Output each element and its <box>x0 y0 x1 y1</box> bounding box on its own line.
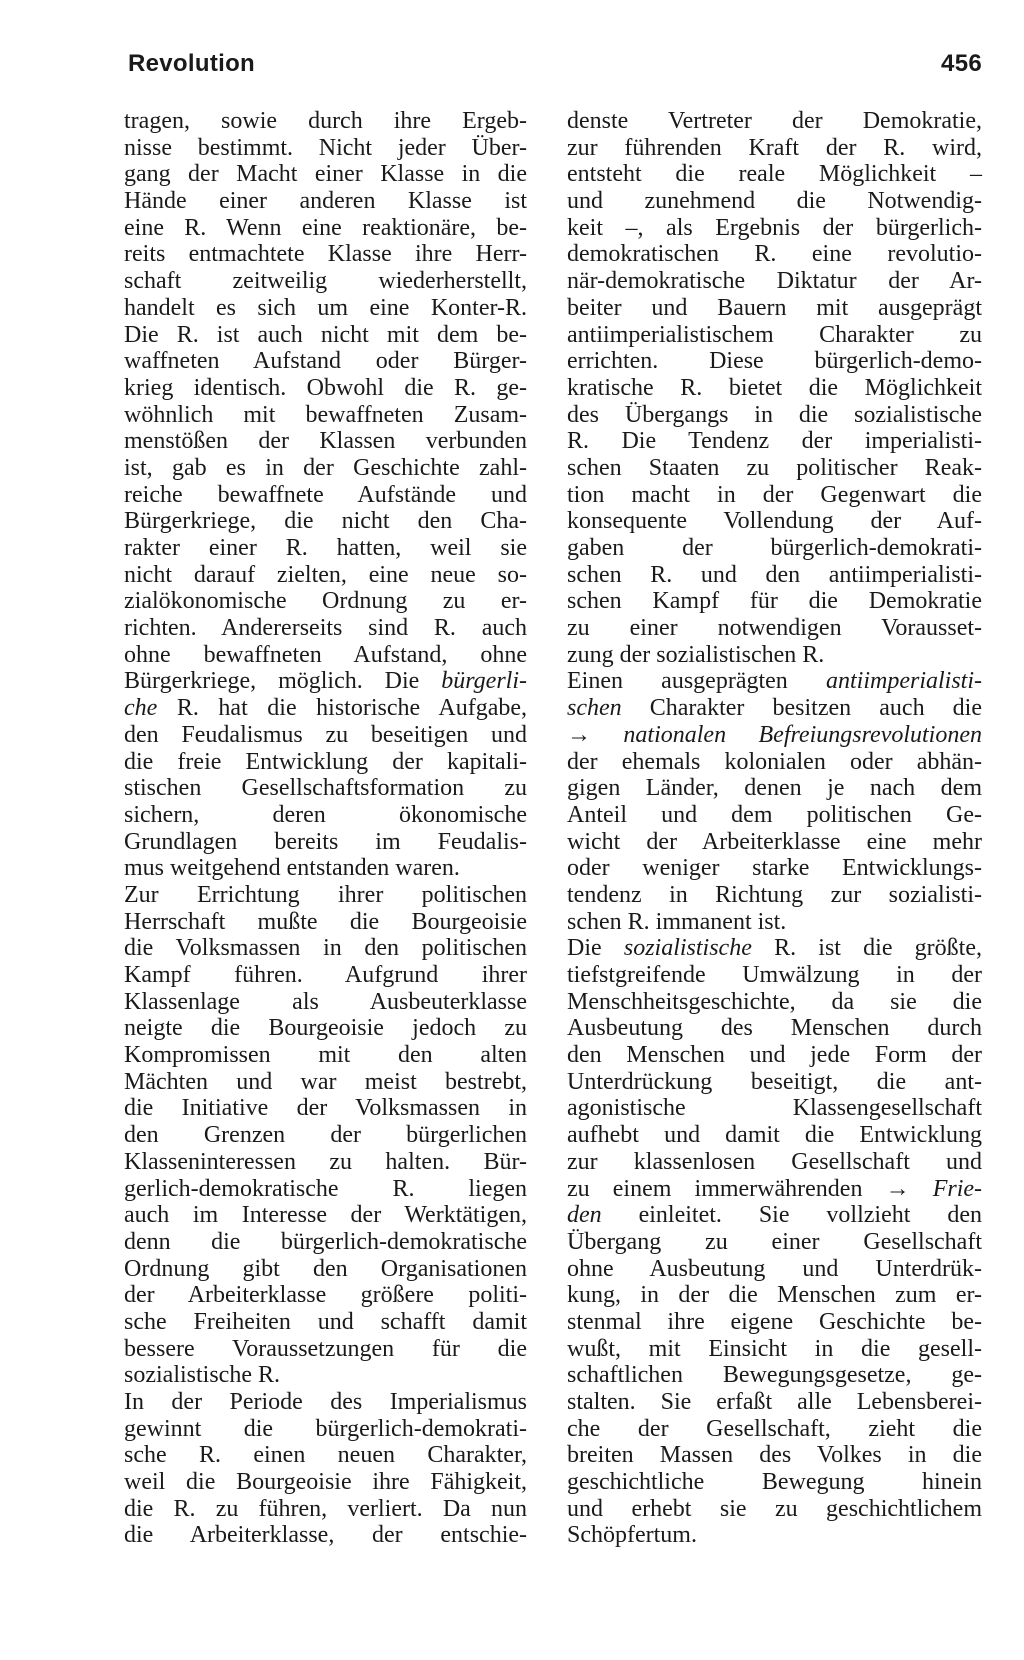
text-column-left <box>124 108 527 1549</box>
text-line <box>567 535 982 562</box>
text-line <box>124 1309 527 1336</box>
text-line <box>124 1336 527 1363</box>
text-run: kratische R. bietet die Möglichkeit <box>567 374 982 401</box>
text-run: Bürgerkriege, möglich. Die <box>124 668 442 695</box>
text-line <box>124 668 527 695</box>
text-line <box>567 588 982 615</box>
text-line <box>567 855 982 882</box>
text-line <box>124 1362 527 1389</box>
text-line <box>567 615 982 642</box>
text-run: Klassenlage als Ausbeuterklasse <box>124 988 527 1015</box>
italic-term: antiimperialisti- <box>826 668 982 695</box>
text-run: konsequente Vollendung der Auf- <box>567 508 982 535</box>
text-run: krieg identisch. Obwohl die R. ge- <box>124 374 527 401</box>
text-run: zu einer notwendigen Vorausset- <box>567 615 982 642</box>
text-line <box>124 455 527 482</box>
text-line <box>567 642 982 669</box>
text-run: wöhnlich mit bewaffneten Zusam- <box>124 401 527 428</box>
running-head-title: Revolution <box>128 50 255 77</box>
text-run: Ordnung gibt den Organisationen <box>124 1255 527 1282</box>
text-line <box>567 322 982 349</box>
text-run: den Menschen und jede Form der <box>567 1042 982 1069</box>
text-line <box>567 1069 982 1096</box>
text-line <box>124 1522 527 1549</box>
text-line <box>567 1522 982 1549</box>
text-run: denn die bürgerlich-demokratische <box>124 1228 527 1255</box>
text-run: kung, in der die Menschen zum er- <box>567 1282 982 1309</box>
text-run: auch im Interesse der Werktätigen, <box>124 1202 527 1229</box>
italic-term: den <box>567 1202 602 1229</box>
text-run: gewinnt die bürgerlich-demokrati- <box>124 1415 527 1442</box>
text-run: geschichtliche Bewegung hinein <box>567 1469 982 1496</box>
text-run: Die R. ist auch nicht mit dem be- <box>124 321 527 348</box>
text-line <box>124 829 527 856</box>
text-line <box>567 668 982 695</box>
text-run: Einen ausgeprägten <box>567 668 826 695</box>
text-line <box>124 1389 527 1416</box>
text-run: mus weitgehend entstanden waren. <box>124 855 460 882</box>
text-run: R. hat die historische Aufgabe, <box>157 695 527 722</box>
text-run: eine R. Wenn eine reaktionäre, be- <box>124 214 527 241</box>
text-line <box>124 322 527 349</box>
text-run: agonistische Klassengesellschaft <box>567 1095 982 1122</box>
text-line <box>567 1042 982 1069</box>
text-run: zur führenden Kraft der R. wird, <box>567 134 982 161</box>
text-run: menstößen der Klassen verbunden <box>124 428 527 455</box>
text-run: Zur Errichtung ihrer politischen <box>124 881 527 908</box>
text-run: einleitet. Sie vollzieht den <box>601 1202 982 1229</box>
page-number: 456 <box>941 50 982 77</box>
text-run: Charakter besitzen auch die <box>621 695 982 722</box>
text-line <box>124 775 527 802</box>
text-line <box>124 135 527 162</box>
text-line <box>124 802 527 829</box>
text-line <box>567 1122 982 1149</box>
text-line <box>567 775 982 802</box>
text-run: reits entmachtete Klasse ihre Herr- <box>124 241 527 268</box>
text-line <box>567 295 982 322</box>
text-line <box>567 161 982 188</box>
text-run: weil die Bourgeoisie ihre Fähigkeit, <box>124 1469 527 1496</box>
text-line <box>124 428 527 455</box>
text-line <box>124 1416 527 1443</box>
text-line <box>124 1176 527 1203</box>
text-run: när-demokratische Diktatur der Ar- <box>567 268 982 295</box>
text-line <box>567 482 982 509</box>
italic-term: nationalen Befreiungsrevolutionen <box>623 721 982 748</box>
text-run: R. Die Tendenz der imperialisti- <box>567 428 982 455</box>
text-run: nicht darauf zielten, eine neue so- <box>124 561 527 588</box>
text-run: wußt, mit Einsicht in die gesell- <box>567 1335 982 1362</box>
text-run: tragen, sowie durch ihre Ergeb- <box>124 108 527 134</box>
text-run: den Grenzen der bürgerlichen <box>124 1122 527 1149</box>
text-run: tion macht in der Gegenwart die <box>567 481 982 508</box>
text-run: tiefstgreifende Umwälzung in der <box>567 962 982 988</box>
text-line <box>567 1095 982 1122</box>
text-run: stalten. Sie erfaßt alle Lebensberei- <box>567 1389 982 1415</box>
text-run: stenmal ihre eigene Geschichte be- <box>567 1308 982 1335</box>
text-line <box>124 508 527 535</box>
text-line <box>124 1149 527 1176</box>
text-line <box>567 1469 982 1496</box>
text-line <box>567 1202 982 1229</box>
text-line <box>567 1309 982 1336</box>
text-run: denste Vertreter der Demokratie, <box>567 108 982 134</box>
text-line <box>124 295 527 322</box>
text-line <box>567 402 982 429</box>
text-run: Schöpfertum. <box>567 1522 697 1549</box>
text-line <box>124 535 527 562</box>
text-run: tendenz in Richtung zur sozialisti- <box>567 881 982 908</box>
text-line <box>124 695 527 722</box>
text-line <box>124 1442 527 1469</box>
text-line <box>124 241 527 268</box>
text-line <box>124 1069 527 1096</box>
text-line <box>124 268 527 295</box>
text-line <box>567 1176 982 1203</box>
text-line <box>124 1229 527 1256</box>
text-run: gigen Länder, denen je nach dem <box>567 775 982 802</box>
text-run: Die <box>567 935 624 962</box>
text-run: reiche bewaffnete Aufstände und <box>124 481 527 508</box>
text-run: entsteht die reale Möglichkeit – <box>567 161 982 188</box>
text-run: der Arbeiterklasse größere politi- <box>124 1282 527 1309</box>
text-run: schen Staaten zu politischer Reak- <box>567 454 982 481</box>
text-line <box>124 882 527 909</box>
text-line <box>567 1416 982 1443</box>
text-line <box>124 1256 527 1283</box>
text-run: beiter und Bauern mit ausgeprägt <box>567 294 982 321</box>
text-run: die Initiative der Volksmassen in <box>124 1095 527 1122</box>
text-line <box>124 562 527 589</box>
text-line <box>567 375 982 402</box>
text-run: stischen Gesellschaftsformation zu <box>124 775 527 802</box>
text-line <box>124 1095 527 1122</box>
text-line <box>567 1015 982 1042</box>
text-run: gang der Macht einer Klasse in die <box>124 161 527 188</box>
text-line <box>124 1496 527 1523</box>
text-line <box>124 188 527 215</box>
text-line <box>567 562 982 589</box>
text-line <box>567 135 982 162</box>
text-run: zung der sozialistischen R. <box>567 641 825 668</box>
text-run: die R. zu führen, verliert. Da nun <box>124 1495 527 1522</box>
text-column-right <box>567 108 982 1549</box>
text-run: und erhebt sie zu geschichtlichem <box>567 1495 982 1522</box>
text-run: zur klassenlosen Gesellschaft und <box>567 1148 982 1175</box>
text-line <box>567 802 982 829</box>
text-line <box>567 749 982 776</box>
text-line <box>124 989 527 1016</box>
text-line <box>567 1256 982 1283</box>
text-line <box>124 1015 527 1042</box>
text-line <box>124 909 527 936</box>
text-run: wicht der Arbeiterklasse eine mehr <box>567 828 982 855</box>
text-run: schen Kampf für die Demokratie <box>567 588 982 615</box>
text-line <box>567 268 982 295</box>
text-run: die Volksmassen in den politischen <box>124 935 527 962</box>
text-run: Hände einer anderen Klasse ist <box>124 188 527 215</box>
text-line <box>124 161 527 188</box>
text-line <box>124 1282 527 1309</box>
text-line <box>124 375 527 402</box>
text-line <box>567 1496 982 1523</box>
text-run: Mächten und war meist bestrebt, <box>124 1068 527 1095</box>
text-line <box>124 1122 527 1149</box>
text-run: In der Periode des Imperialismus <box>124 1389 527 1415</box>
text-run: Herrschaft mußte die Bourgeoisie <box>124 908 527 935</box>
text-line <box>124 855 527 882</box>
text-line <box>124 1469 527 1496</box>
text-run: richten. Andererseits sind R. auch <box>124 615 527 642</box>
text-line <box>567 935 982 962</box>
text-line <box>567 1362 982 1389</box>
text-run: Grundlagen bereits im Feudalis- <box>124 828 527 855</box>
text-run: schaftlichen Bewegungsgesetze, ge- <box>567 1362 982 1389</box>
text-run: gaben der bürgerlich-demokrati- <box>567 535 982 561</box>
text-line <box>567 508 982 535</box>
text-run: sichern, deren ökonomische <box>124 801 527 828</box>
text-run: Kampf führen. Aufgrund ihrer <box>124 962 527 988</box>
italic-term: sozialistische <box>623 935 752 962</box>
text-line <box>567 1389 982 1416</box>
text-run: schen R. und den antiimperialisti- <box>567 561 982 588</box>
text-run: des Übergangs in die sozialistische <box>567 401 982 428</box>
text-line <box>124 1202 527 1229</box>
text-line <box>124 1042 527 1069</box>
text-line <box>567 909 982 936</box>
text-run: Anteil und dem politischen Ge- <box>567 801 982 828</box>
text-run: waffneten Aufstand oder Bürger- <box>124 348 527 375</box>
text-line <box>567 348 982 375</box>
text-run: keit –, als Ergebnis der bürgerlich- <box>567 214 982 241</box>
text-run: aufhebt und damit die Entwicklung <box>567 1122 982 1149</box>
text-line <box>567 1442 982 1469</box>
text-run: sozialistische R. <box>124 1362 280 1389</box>
text-line <box>567 882 982 909</box>
text-run: ohne bewaffneten Aufstand, ohne <box>124 641 527 668</box>
text-line <box>124 935 527 962</box>
text-run: → <box>567 721 624 748</box>
text-run: sche Freiheiten und schafft damit <box>124 1308 527 1335</box>
text-line <box>124 722 527 749</box>
text-run: die freie Entwicklung der kapitali- <box>124 748 527 775</box>
text-line <box>567 962 982 989</box>
text-line <box>567 455 982 482</box>
text-line <box>124 615 527 642</box>
text-run: nisse bestimmt. Nicht jeder Über- <box>124 134 527 161</box>
text-run: breiten Massen des Volkes in die <box>567 1442 982 1469</box>
text-run: antiimperialistischem Charakter zu <box>567 321 982 348</box>
text-run: errichten. Diese bürgerlich-demo- <box>567 348 982 375</box>
text-line <box>124 588 527 615</box>
text-run: Übergang zu einer Gesellschaft <box>567 1228 982 1255</box>
text-line <box>567 695 982 722</box>
text-line <box>567 1336 982 1363</box>
text-line <box>567 1282 982 1309</box>
italic-term: Frie- <box>932 1175 982 1202</box>
text-run: neigte die Bourgeoisie jedoch zu <box>124 1015 527 1042</box>
text-line <box>567 108 982 135</box>
text-run: sche R. einen neuen Charakter, <box>124 1442 527 1469</box>
text-run: handelt es sich um eine Konter-R. <box>124 294 527 321</box>
text-run: gerlich-demokratische R. liegen <box>124 1175 527 1202</box>
text-run: schaft zeitweilig wiederherstellt, <box>124 268 527 295</box>
text-line <box>567 829 982 856</box>
text-run: Unterdrückung beseitigt, die ant- <box>567 1068 982 1095</box>
text-line <box>124 749 527 776</box>
text-line <box>567 428 982 455</box>
text-line <box>567 1229 982 1256</box>
text-run: demokratischen R. eine revolutio- <box>567 241 982 268</box>
text-run: bessere Voraussetzungen für die <box>124 1335 527 1362</box>
text-line <box>124 215 527 242</box>
text-line <box>567 1149 982 1176</box>
text-line <box>124 962 527 989</box>
text-run: zialökonomische Ordnung zu er- <box>124 588 527 615</box>
text-run: die Arbeiterklasse, der entschie- <box>124 1522 527 1549</box>
text-run: und zunehmend die Notwendig- <box>567 188 982 215</box>
text-run: Bürgerkriege, die nicht den Cha- <box>124 508 527 535</box>
text-run: schen R. immanent ist. <box>567 908 787 935</box>
text-line <box>567 188 982 215</box>
italic-term: bürgerli- <box>441 668 527 695</box>
text-run: Klasseninteressen zu halten. Bür- <box>124 1148 527 1175</box>
text-run: Ausbeutung des Menschen durch <box>567 1015 982 1042</box>
text-line <box>567 722 982 749</box>
text-line <box>124 482 527 509</box>
text-line <box>567 241 982 268</box>
text-run: ist, gab es in der Geschichte zahl- <box>124 454 527 481</box>
text-line <box>124 402 527 429</box>
italic-term: schen <box>567 695 622 722</box>
text-line <box>124 108 527 135</box>
text-line <box>124 642 527 669</box>
text-run: che der Gesellschaft, zieht die <box>567 1415 982 1442</box>
text-line <box>567 215 982 242</box>
text-run: ohne Ausbeutung und Unterdrük- <box>567 1255 982 1282</box>
text-run: oder weniger starke Entwicklungs- <box>567 855 982 882</box>
text-run: rakter einer R. hatten, weil sie <box>124 535 527 561</box>
text-run: Kompromissen mit den alten <box>124 1042 527 1069</box>
italic-term: che <box>124 695 158 722</box>
text-line <box>567 989 982 1016</box>
text-run: zu einem immerwährenden → <box>567 1175 933 1202</box>
text-run: den Feudalismus zu beseitigen und <box>124 721 527 748</box>
text-run: der ehemals kolonialen oder abhän- <box>567 748 982 775</box>
text-run: R. ist die größte, <box>751 935 982 962</box>
text-run: Menschheitsgeschichte, da sie die <box>567 988 982 1015</box>
text-line <box>124 348 527 375</box>
